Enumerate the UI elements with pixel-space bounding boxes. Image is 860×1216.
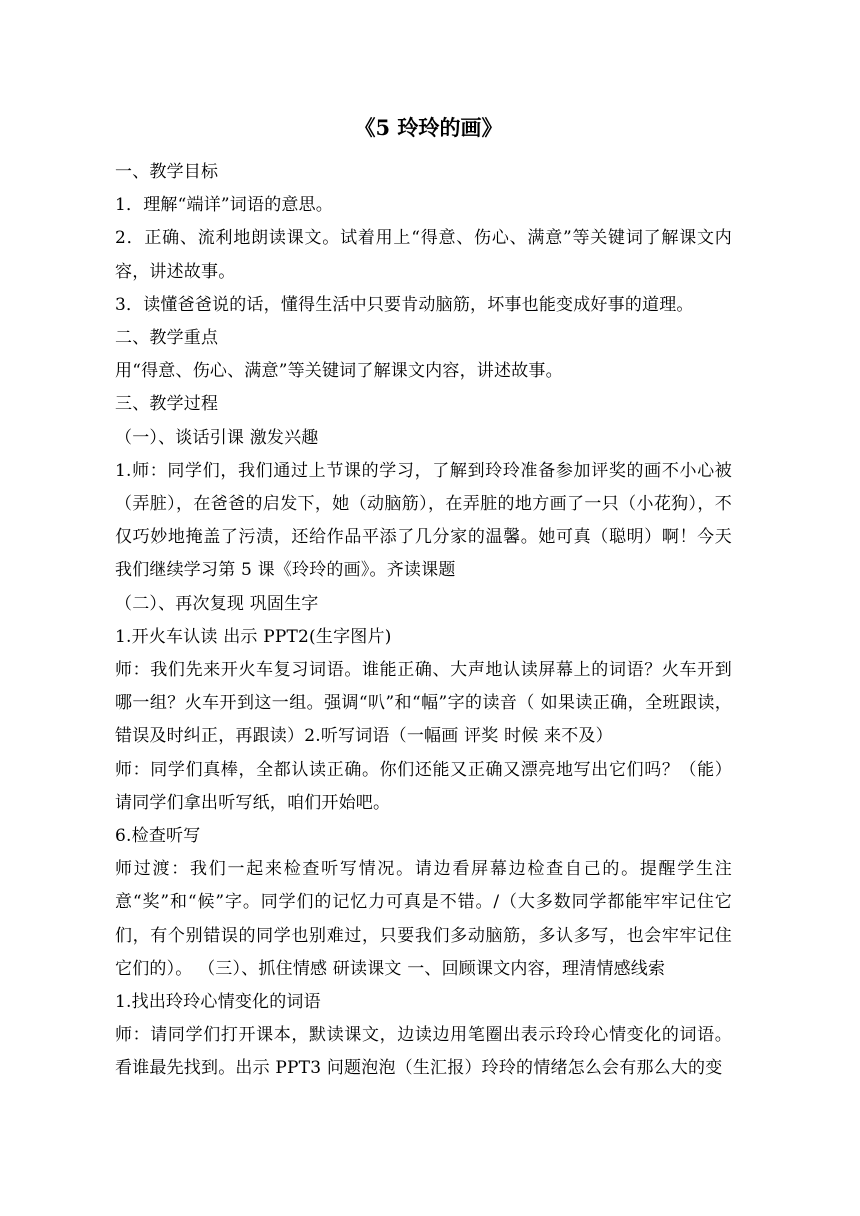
objective-3: 3．读懂爸爸说的话，懂得生活中只要肯动脑筋，坏事也能变成好事的道理。 (115, 294, 694, 315)
section-heading-process: 三、教学过程 (115, 394, 219, 415)
section-heading-objectives: 一、教学目标 (115, 162, 219, 182)
process-step-2-text-2: 师：同学们真棒，全都认读正确。你们还能又正确又漂亮地写出它们吗？（能）请同学们拿出听写纸，咱们开始吧。 (115, 759, 732, 813)
dictation-check-heading: 6.检查听写 (115, 826, 201, 847)
process-step-2-heading: （二）、再次复现 巩固生字 (115, 593, 319, 614)
document-title: 《5 玲玲的画》 (354, 115, 503, 140)
process-step-2-item-1: 1.开火车认读 出示 PPT2(生字图片) (115, 626, 392, 647)
emotion-words-text: 师：请同学们打开课本，默读课文，边读边用笔圈出表示玲玲心情变化的词语。看谁最先找到。出示 PPT3 问题泡泡（生汇报）玲玲的情绪怎么会有那么大的变 (115, 1025, 732, 1079)
process-step-2-text-1: 师：我们先来开火车复习词语。谁能正确、大声地认读屏幕上的词语？火车开到哪一组？火车开到这一组。强调“叭”和“幅”字的读音（ 如果读正确，全班跟读，错误及时纠正，再跟读）2.听写词语（一幅画 评奖 时候 来不及） (115, 660, 732, 747)
dictation-check-text: 师过渡：我们一起来检查听写情况。请边看屏幕边检查自己的。提醒学生注意“奖”和“候”字。同学们的记忆力可真是不错。/（大多数同学都能牢牢记住它们，有个别错误的同学也别难过，只要我们多动脑筋，多认多写，也会牢牢记住它们的）。 （三）、抓住情感 研读课文 一、回顾课文内容，理清情感线索 (115, 859, 732, 979)
process-step-1-heading: （一）、谈话引课 激发兴趣 (115, 427, 319, 448)
objective-2: 2．正确、流利地朗读课文。试着用上“得意、伤心、满意”等关键词了解课文内容，讲述故事。 (115, 228, 732, 282)
key-point-text: 用“得意、伤心、满意”等关键词了解课文内容，讲述故事。 (115, 361, 563, 382)
section-heading-key-points: 二、教学重点 (115, 328, 219, 349)
process-step-1-text: 1.师：同学们，我们通过上节课的学习，了解到玲玲准备参加评奖的画不小心被（弄脏），在爸爸的启发下，她（动脑筋），在弄脏的地方画了一只（小花狗），不仅巧妙地掩盖了污渍，还给作品平添了几分家的温馨。她可真（聪明）啊！今天我们继续学习第 5 课《玲玲的画》。齐读课题 (115, 460, 732, 581)
objective-1: 1．理解“端详”词语的意思。 (115, 195, 333, 216)
emotion-words-heading: 1.找出玲玲心情变化的词语 (115, 992, 321, 1013)
